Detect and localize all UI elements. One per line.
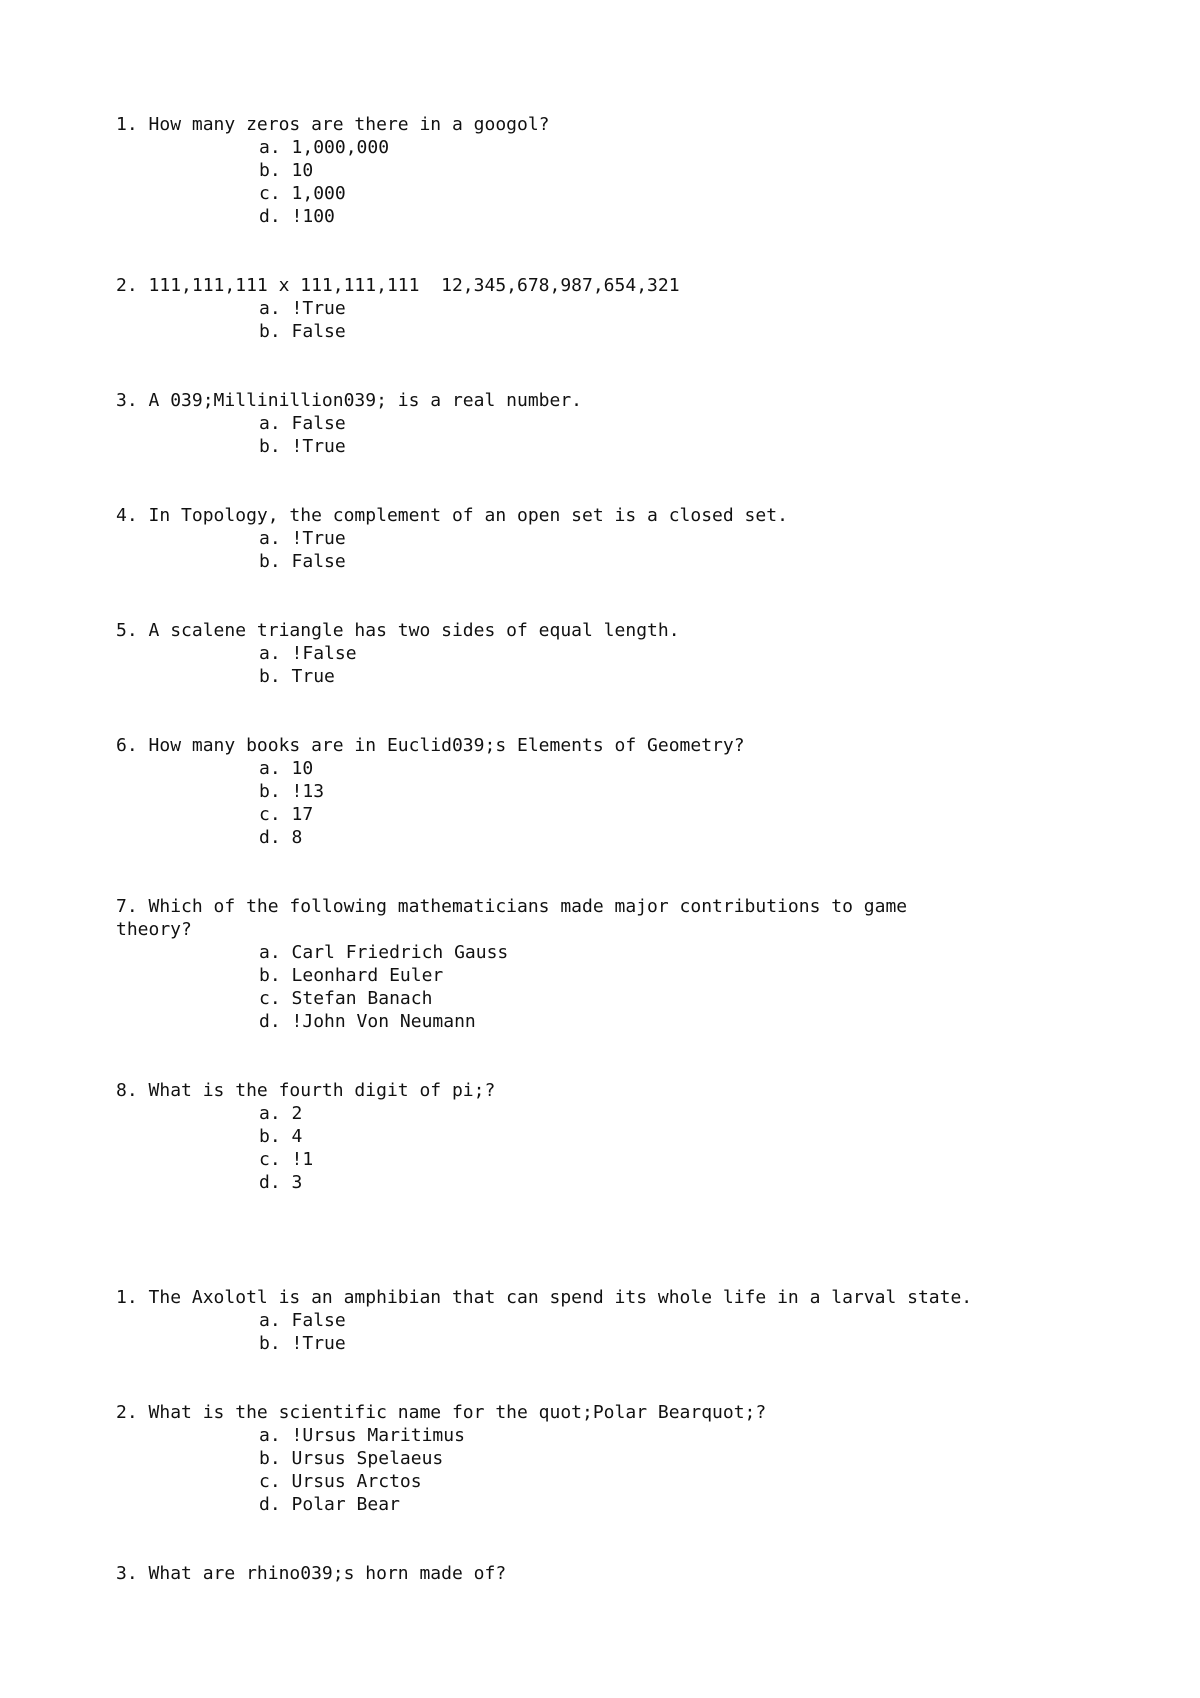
question-number: 3. (116, 1563, 138, 1584)
question-number: 1. (116, 1287, 138, 1308)
answer-option (116, 1148, 1116, 1171)
option-letter: c. (259, 1471, 281, 1492)
question-number: 3. (116, 390, 138, 411)
question-line (116, 1562, 1116, 1585)
option-text: Carl Friedrich Gauss (291, 942, 509, 963)
answer-option (116, 297, 1116, 320)
answer-option (116, 1125, 1116, 1148)
question-block (116, 619, 1116, 688)
answer-option (116, 987, 1116, 1010)
question-block (116, 1286, 1116, 1355)
answer-option (116, 780, 1116, 803)
option-text: !1 (291, 1149, 314, 1170)
option-text: !True (291, 1333, 346, 1354)
option-letter: a. (259, 298, 281, 319)
option-letter: c. (259, 988, 281, 1009)
answer-option (116, 1102, 1116, 1125)
option-letter: c. (259, 1149, 281, 1170)
option-text: 3 (291, 1172, 303, 1193)
option-letter: b. (259, 160, 281, 181)
question-number: 2. (116, 1402, 138, 1423)
option-text: Ursus Spelaeus (291, 1448, 444, 1469)
question-text: 111,111,111 x 111,111,111 12,345,678,987,654,321 (148, 275, 680, 296)
question-block (116, 895, 1116, 1033)
answer-option (116, 642, 1116, 665)
option-letter: d. (259, 206, 281, 227)
answer-option (116, 435, 1116, 458)
option-letter: c. (259, 183, 281, 204)
answer-option (116, 1447, 1116, 1470)
option-text: Stefan Banach (291, 988, 433, 1009)
question-line (116, 113, 1116, 136)
question-number: 2. (116, 275, 138, 296)
option-text: !True (291, 298, 346, 319)
option-text: !True (291, 528, 346, 549)
option-text: !True (291, 436, 346, 457)
question-block (116, 734, 1116, 849)
question-line (116, 1401, 1116, 1424)
option-text: False (291, 321, 346, 342)
option-letter: a. (259, 413, 281, 434)
option-letter: a. (259, 137, 281, 158)
option-letter: d. (259, 827, 281, 848)
option-letter: d. (259, 1011, 281, 1032)
answer-option (116, 941, 1116, 964)
answer-option (116, 826, 1116, 849)
option-text: !100 (291, 206, 335, 227)
option-letter: b. (259, 781, 281, 802)
question-line (116, 734, 1116, 757)
option-letter: d. (259, 1172, 281, 1193)
question-text: The Axolotl is an amphibian that can spend its whole life in a larval state. (148, 1287, 973, 1308)
option-text: Polar Bear (291, 1494, 400, 1515)
question-line (116, 504, 1116, 527)
option-letter: a. (259, 528, 281, 549)
option-letter: a. (259, 1103, 281, 1124)
option-letter: b. (259, 1448, 281, 1469)
answer-option (116, 1171, 1116, 1194)
option-text: 10 (291, 758, 314, 779)
option-text: 8 (291, 827, 303, 848)
question-number: 7. (116, 896, 138, 917)
question-block (116, 274, 1116, 343)
question-text: Which of the following mathematicians made major contributions to game (148, 896, 908, 917)
option-letter: b. (259, 321, 281, 342)
question-block (116, 1562, 1116, 1585)
option-text: 1,000,000 (291, 137, 390, 158)
option-text: True (291, 666, 335, 687)
option-text: !False (291, 643, 357, 664)
option-letter: a. (259, 758, 281, 779)
question-line (116, 1286, 1116, 1309)
question-text: What is the fourth digit of pi;? (148, 1080, 496, 1101)
answer-option (116, 665, 1116, 688)
question-text: How many zeros are there in a googol? (148, 114, 550, 135)
option-text: !Ursus Maritimus (291, 1425, 465, 1446)
question-number: 5. (116, 620, 138, 641)
question-text: In Topology, the complement of an open set is a closed set. (148, 505, 788, 526)
answer-option (116, 550, 1116, 573)
question-text-continued: theory? (116, 919, 192, 940)
option-text: False (291, 551, 346, 572)
option-letter: a. (259, 942, 281, 963)
answer-option (116, 159, 1116, 182)
option-letter: b. (259, 1333, 281, 1354)
option-letter: b. (259, 436, 281, 457)
option-letter: c. (259, 804, 281, 825)
answer-option (116, 1470, 1116, 1493)
answer-option (116, 1332, 1116, 1355)
question-block (116, 1401, 1116, 1516)
answer-option (116, 1493, 1116, 1516)
option-text: 17 (291, 804, 314, 825)
option-letter: b. (259, 551, 281, 572)
question-block (116, 504, 1116, 573)
answer-option (116, 803, 1116, 826)
option-text: False (291, 1310, 346, 1331)
option-text: 10 (291, 160, 314, 181)
question-text: What is the scientific name for the quot;Polar Bearquot;? (148, 1402, 767, 1423)
question-line (116, 274, 1116, 297)
answer-option (116, 136, 1116, 159)
option-text: 1,000 (291, 183, 346, 204)
option-text: Ursus Arctos (291, 1471, 422, 1492)
option-text: !John Von Neumann (291, 1011, 476, 1032)
answer-option (116, 412, 1116, 435)
question-number: 8. (116, 1080, 138, 1101)
question-text: What are rhino039;s horn made of? (148, 1563, 507, 1584)
option-letter: b. (259, 666, 281, 687)
question-block (116, 389, 1116, 458)
question-block (116, 1079, 1116, 1194)
question-block (116, 113, 1116, 228)
question-text: A 039;Millinillion039; is a real number. (148, 390, 583, 411)
question-number: 6. (116, 735, 138, 756)
question-line (116, 389, 1116, 412)
question-number: 1. (116, 114, 138, 135)
question-line-continued (116, 918, 1116, 941)
option-letter: a. (259, 643, 281, 664)
option-text: 4 (291, 1126, 303, 1147)
question-number: 4. (116, 505, 138, 526)
option-letter: d. (259, 1494, 281, 1515)
question-text: How many books are in Euclid039;s Elements of Geometry? (148, 735, 745, 756)
option-letter: a. (259, 1310, 281, 1331)
answer-option (116, 1309, 1116, 1332)
answer-option (116, 320, 1116, 343)
answer-option (116, 527, 1116, 550)
answer-option (116, 757, 1116, 780)
option-text: False (291, 413, 346, 434)
question-text: A scalene triangle has two sides of equal length. (148, 620, 680, 641)
answer-option (116, 964, 1116, 987)
option-text: !13 (291, 781, 325, 802)
answer-option (116, 1424, 1116, 1447)
question-line (116, 619, 1116, 642)
answer-option (116, 182, 1116, 205)
option-text: Leonhard Euler (291, 965, 444, 986)
option-letter: a. (259, 1425, 281, 1446)
answer-option (116, 205, 1116, 228)
option-letter: b. (259, 965, 281, 986)
question-line (116, 1079, 1116, 1102)
answer-option (116, 1010, 1116, 1033)
option-text: 2 (291, 1103, 303, 1124)
question-line (116, 895, 1116, 918)
option-letter: b. (259, 1126, 281, 1147)
